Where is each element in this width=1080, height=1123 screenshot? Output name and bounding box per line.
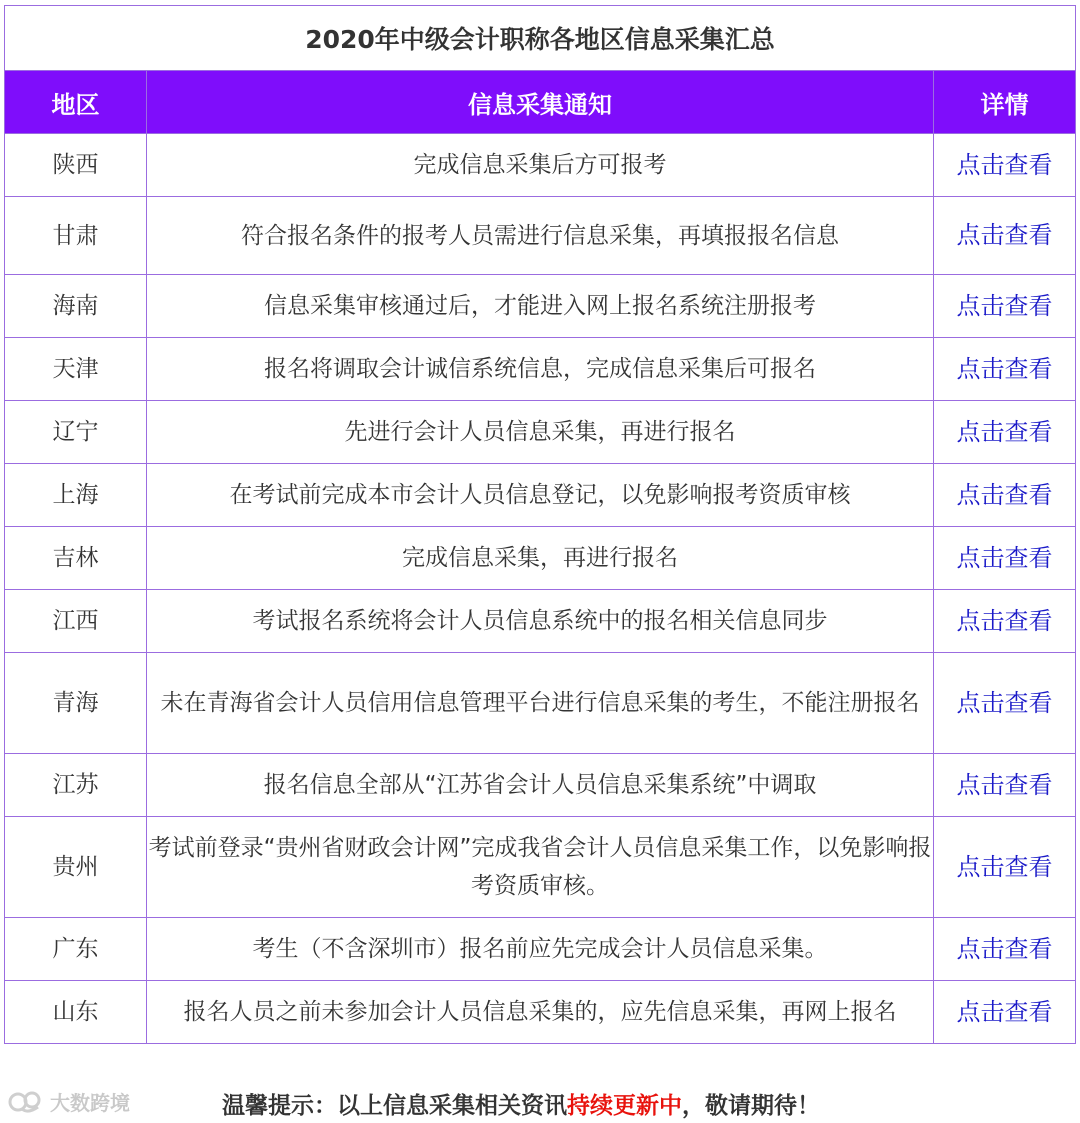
view-details-link[interactable]: 点击查看 xyxy=(956,150,1053,179)
detail-cell xyxy=(934,590,1076,653)
region-cell: 青海 xyxy=(5,653,147,754)
view-details-link[interactable]: 点击查看 xyxy=(956,606,1053,635)
region-cell: 甘肃 xyxy=(5,197,147,275)
table-row xyxy=(5,197,1076,275)
region-cell: 山东 xyxy=(5,981,147,1044)
region-cell: 江苏 xyxy=(5,754,147,817)
notice-cell: 考试报名系统将会计人员信息系统中的报名相关信息同步 xyxy=(147,590,934,653)
table-row xyxy=(5,918,1076,981)
notice-cell: 完成信息采集后方可报考 xyxy=(147,134,934,197)
detail-cell xyxy=(934,527,1076,590)
table-row xyxy=(5,275,1076,338)
table-row xyxy=(5,653,1076,754)
view-details-link[interactable]: 点击查看 xyxy=(956,417,1053,446)
footer xyxy=(0,1083,1080,1123)
detail-cell xyxy=(934,401,1076,464)
column-header-detail: 详情 xyxy=(934,71,1076,134)
region-cell: 海南 xyxy=(5,275,147,338)
view-details-link[interactable]: 点击查看 xyxy=(956,688,1053,717)
table-row xyxy=(5,981,1076,1044)
table-row xyxy=(5,401,1076,464)
notice-cell: 先进行会计人员信息采集，再进行报名 xyxy=(147,401,934,464)
notice-cell: 在考试前完成本市会计人员信息登记，以免影响报考资质审核 xyxy=(147,464,934,527)
detail-cell xyxy=(934,817,1076,918)
detail-cell xyxy=(934,754,1076,817)
column-header-region: 地区 xyxy=(5,71,147,134)
view-details-link[interactable]: 点击查看 xyxy=(956,934,1053,963)
tip-highlight: 持续更新中 xyxy=(567,1093,682,1119)
table-row xyxy=(5,527,1076,590)
table-row xyxy=(5,754,1076,817)
region-cell: 天津 xyxy=(5,338,147,401)
notice-cell: 报名信息全部从“江苏省会计人员信息采集系统”中调取 xyxy=(147,754,934,817)
view-details-link[interactable]: 点击查看 xyxy=(956,997,1053,1026)
tip-suffix: ，敬请期待！ xyxy=(682,1093,820,1119)
table-row xyxy=(5,134,1076,197)
notice-cell: 信息采集审核通过后，才能进入网上报名系统注册报考 xyxy=(147,275,934,338)
view-details-link[interactable]: 点击查看 xyxy=(956,852,1053,881)
view-details-link[interactable]: 点击查看 xyxy=(956,291,1053,320)
region-cell: 陕西 xyxy=(5,134,147,197)
region-cell: 上海 xyxy=(5,464,147,527)
notice-cell: 未在青海省会计人员信用信息管理平台进行信息采集的考生，不能注册报名 xyxy=(147,653,934,754)
detail-cell xyxy=(934,918,1076,981)
region-cell: 吉林 xyxy=(5,527,147,590)
view-details-link[interactable]: 点击查看 xyxy=(956,354,1053,383)
notice-cell: 报名将调取会计诚信系统信息，完成信息采集后可报名 xyxy=(147,338,934,401)
notice-cell: 完成信息采集，再进行报名 xyxy=(147,527,934,590)
notice-cell: 考试前登录“贵州省财政会计网”完成我省会计人员信息采集工作，以免影响报考资质审核。 xyxy=(147,817,934,918)
table-row xyxy=(5,817,1076,918)
detail-cell xyxy=(934,981,1076,1044)
detail-cell xyxy=(934,134,1076,197)
table-row xyxy=(5,464,1076,527)
region-cell: 广东 xyxy=(5,918,147,981)
view-details-link[interactable]: 点击查看 xyxy=(956,770,1053,799)
detail-cell xyxy=(934,197,1076,275)
footer-tip xyxy=(222,1087,820,1120)
region-cell: 江西 xyxy=(5,590,147,653)
info-collection-table xyxy=(4,5,1076,1044)
view-details-link[interactable]: 点击查看 xyxy=(956,480,1053,509)
region-cell: 辽宁 xyxy=(5,401,147,464)
region-cell: 贵州 xyxy=(5,817,147,918)
table-title: 2020年中级会计职称各地区信息采集汇总 xyxy=(5,6,1076,71)
header-row xyxy=(5,71,1076,134)
notice-cell: 考生（不含深圳市）报名前应先完成会计人员信息采集。 xyxy=(147,918,934,981)
detail-cell xyxy=(934,464,1076,527)
table-body xyxy=(5,134,1076,1044)
watermark-text: 大数跨境 xyxy=(50,1091,130,1115)
detail-cell xyxy=(934,338,1076,401)
notice-cell: 报名人员之前未参加会计人员信息采集的，应先信息采集，再网上报名 xyxy=(147,981,934,1044)
tip-prefix: 温馨提示：以上信息采集相关资讯 xyxy=(222,1093,567,1119)
detail-cell xyxy=(934,275,1076,338)
column-header-notice: 信息采集通知 xyxy=(147,71,934,134)
view-details-link[interactable]: 点击查看 xyxy=(956,543,1053,572)
brand-logo-icon xyxy=(8,1089,46,1115)
table-row xyxy=(5,590,1076,653)
notice-cell: 符合报名条件的报考人员需进行信息采集，再填报报名信息 xyxy=(147,197,934,275)
table-row xyxy=(5,338,1076,401)
view-details-link[interactable]: 点击查看 xyxy=(956,221,1053,249)
watermark xyxy=(8,1087,130,1116)
detail-cell xyxy=(934,653,1076,754)
